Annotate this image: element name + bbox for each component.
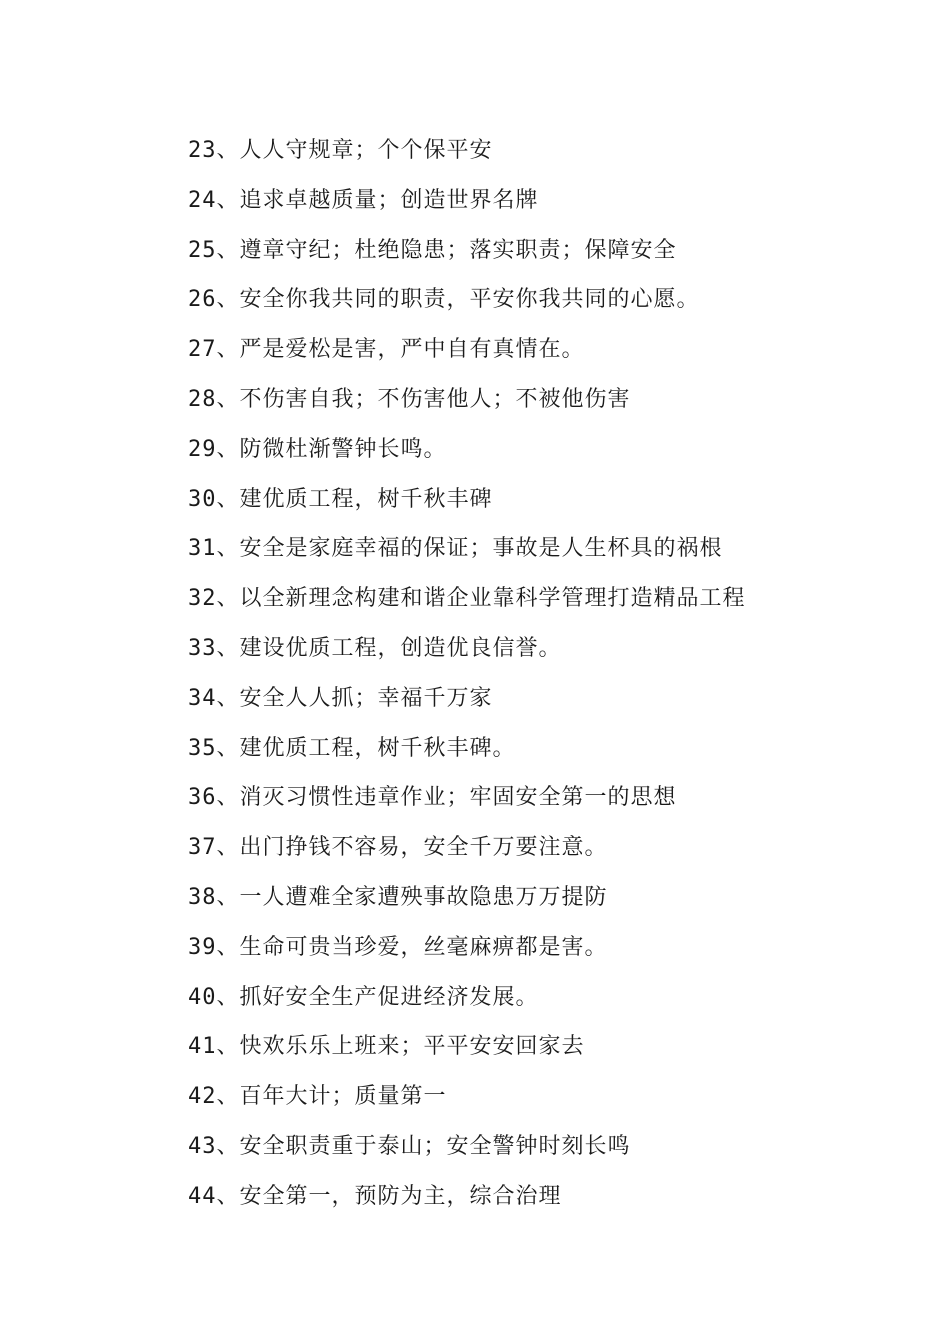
list-item: 30、建优质工程，树千秋丰碑 [188, 486, 493, 512]
list-item: 31、安全是家庭幸福的保证；事故是人生杯具的祸根 [188, 536, 723, 562]
slogan-list [188, 133, 746, 1229]
list-item: 26、安全你我共同的职责，平安你我共同的心愿。 [188, 287, 700, 313]
list-item: 41、快欢乐乐上班来；平平安安回家去 [188, 1034, 585, 1060]
list-item: 43、安全职责重于泰山；安全警钟时刻长鸣 [188, 1133, 631, 1159]
list-item: 39、生命可贵当珍爱，丝毫麻痹都是害。 [188, 934, 608, 960]
list-item: 33、建设优质工程，创造优良信誉。 [188, 635, 562, 661]
list-item: 37、出门挣钱不容易，安全千万要注意。 [188, 835, 608, 861]
list-item: 36、消灭习惯性违章作业；牢固安全第一的思想 [188, 785, 677, 811]
list-item: 40、抓好安全生产促进经济发展。 [188, 984, 539, 1010]
list-item: 32、以全新理念构建和谐企业靠科学管理打造精品工程 [188, 586, 746, 612]
list-item: 42、百年大计；质量第一 [188, 1084, 447, 1110]
list-item: 35、建优质工程，树千秋丰碑。 [188, 735, 516, 761]
list-item: 34、安全人人抓；幸福千万家 [188, 685, 493, 711]
list-item: 38、一人遭难全家遭殃事故隐患万万提防 [188, 884, 608, 910]
list-item: 28、不伤害自我；不伤害他人；不被他伤害 [188, 386, 631, 412]
list-item: 29、防微杜渐警钟长鸣。 [188, 436, 447, 462]
list-item: 44、安全第一，预防为主，综合治理 [188, 1183, 562, 1209]
list-item: 27、严是爱松是害，严中自有真情在。 [188, 337, 585, 363]
list-item: 24、追求卓越质量；创造世界名牌 [188, 187, 539, 213]
list-item: 25、遵章守纪；杜绝隐患；落实职责；保障安全 [188, 237, 677, 263]
list-item: 23、人人守规章；个个保平安 [188, 138, 493, 163]
